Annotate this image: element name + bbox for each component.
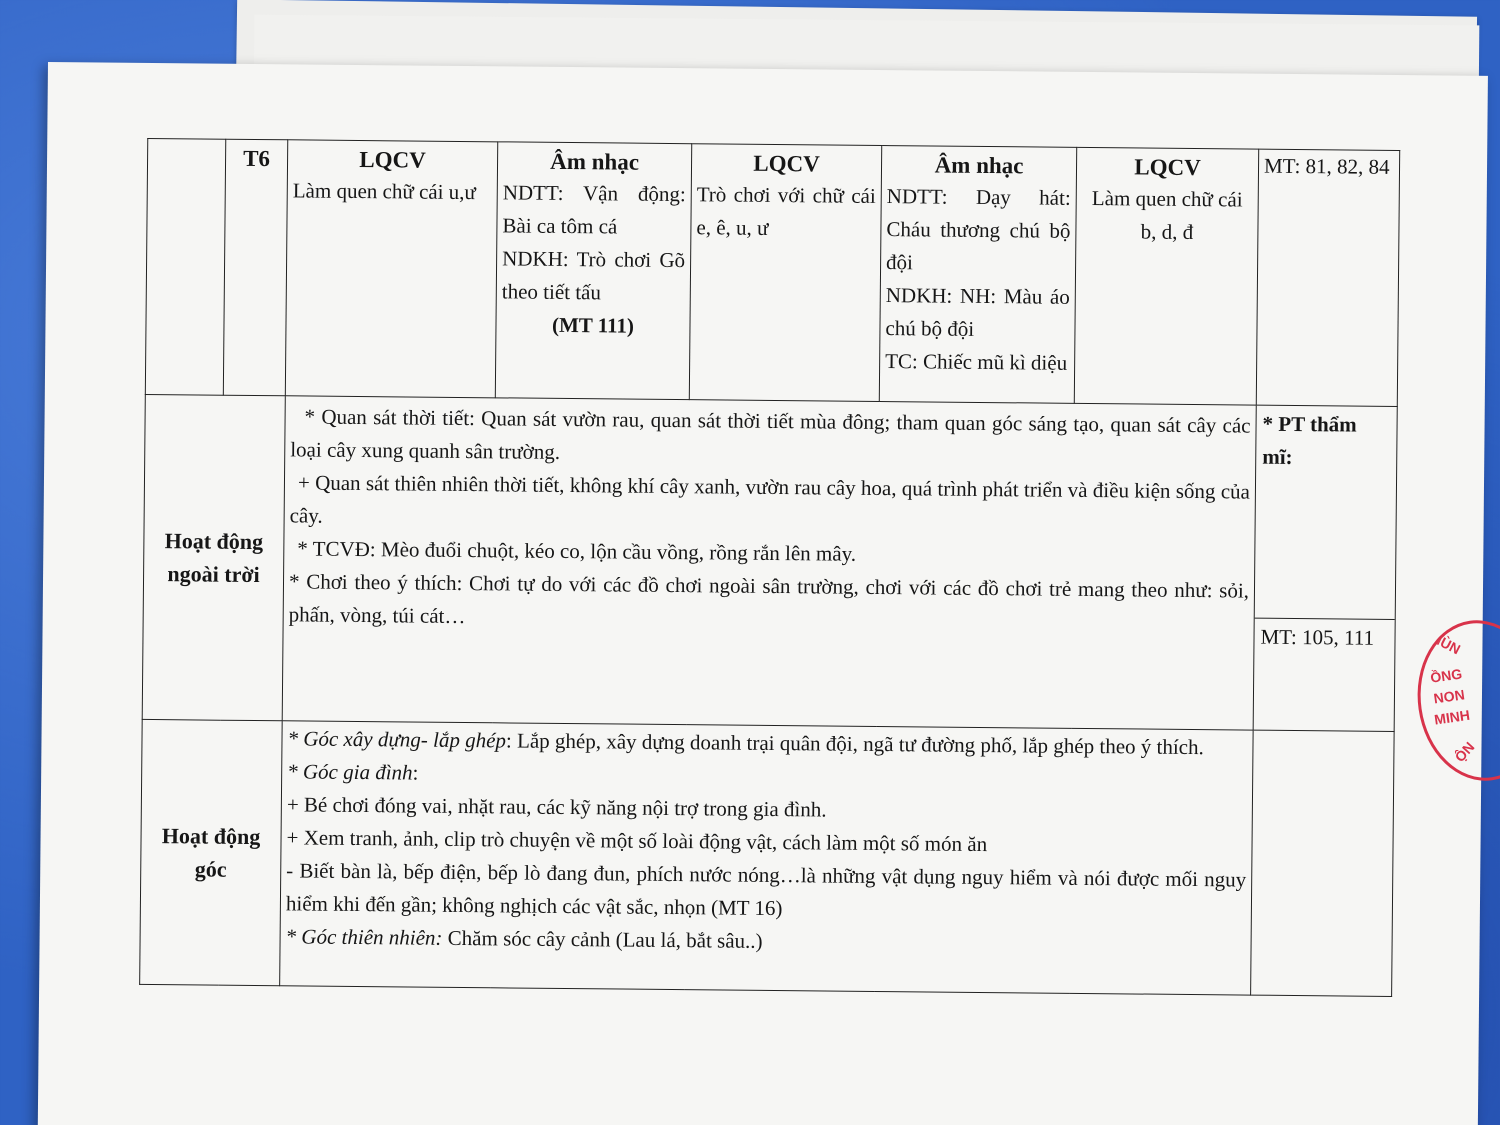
star-icon: ★ — [1434, 758, 1452, 777]
activity-line: Trò chơi với chữ cái e, ê, u, ư — [696, 182, 876, 240]
goals-cell: MT: 81, 82, 84 — [1256, 149, 1399, 406]
corner-line: * Góc xây dựng- lắp ghép: Lắp ghép, xây dựng doanh trại quân đội, ngã tư đường phố, lắp ghép theo ý thích. — [287, 726, 1204, 760]
activity-line: Làm quen chữ cái b, d, đ — [1091, 186, 1243, 244]
activity-cell-4 — [879, 146, 1076, 404]
activity-line: Làm quen chữ cái u,ư — [292, 178, 477, 205]
outdoor-line: + Quan sát thiên nhiên thời tiết, không khí cây xanh, vườn rau cây hoa, quá trình phát triển và điều kiện sống của cây. — [289, 470, 1251, 528]
corner-heading: * Góc xây dựng- lắp ghép — [287, 726, 507, 753]
outdoor-line: * Chơi theo ý thích: Chơi tự do với các đồ chơi ngoài sân trường, chơi với các đồ chơi trẻ mang theo như: sỏi, phấn, vòng, túi cát… — [288, 569, 1250, 629]
stamp-top-text: HÙN — [1428, 629, 1464, 658]
activity-line: NDTT: Dạy hát: Cháu thương chú bộ đội — [886, 184, 1071, 275]
activity-cell-2 — [495, 142, 691, 400]
activity-cell-5 — [1074, 147, 1258, 405]
outdoor-line: * Quan sát thời tiết: Quan sát vườn rau, quan sát thời tiết mùa đông; tham quan góc sáng tạo, quan sát cây các loại cây xung quanh sân trường. — [290, 404, 1251, 464]
stamp-center-text: ỒNG NON MINH — [1429, 665, 1471, 728]
corner-heading: * Góc gia đình — [287, 759, 413, 785]
row-t6 — [145, 138, 1399, 406]
note-goals: MT: 105, 111 — [1260, 624, 1375, 650]
corner-line: * Góc gia đình: — [287, 759, 419, 785]
activity-line: TC: Chiếc mũ kì diệu — [885, 349, 1068, 375]
activity-title: LQCV — [1134, 154, 1201, 181]
corner-line: + Bé chơi đóng vai, nhặt rau, các kỹ năng nội trợ trong gia đình. — [286, 792, 827, 822]
corner-content — [280, 721, 1253, 995]
outdoor-notes-cell — [1253, 405, 1397, 731]
note-aesthetic: * PT thẩm mĩ: — [1255, 406, 1397, 620]
lesson-plan-table — [139, 138, 1400, 997]
goal-code: (MT 111) — [551, 312, 635, 338]
stamp-bottom-text: ỘN — [1451, 738, 1478, 765]
corner-line: + Xem tranh, ảnh, clip trò chuyện về một số loài động vật, cách làm một số món ăn — [286, 825, 988, 857]
paper-sheet — [38, 62, 1488, 1125]
empty-label-cell — [145, 138, 225, 395]
row-outdoor — [142, 394, 1397, 731]
outdoor-content — [282, 396, 1256, 730]
activity-title: LQCV — [359, 146, 426, 173]
activity-title: Âm nhạc — [550, 148, 640, 175]
activity-title: Âm nhạc — [934, 152, 1024, 179]
activity-line: NDTT: Vận động: Bài ca tôm cá — [502, 180, 686, 239]
row-label-outdoor: Hoạt động ngoài trời — [142, 394, 285, 720]
activity-title: LQCV — [753, 150, 820, 177]
corner-line: - Biết bàn là, bếp điện, bếp lò đang đun, phích nước nóng…là những vật dụng nguy hiểm và nói được mối nguy hiểm khi đến gần; không nghịch các vật sắc, nhọn (MT 16) — [285, 858, 1247, 921]
outdoor-line: * TCVĐ: Mèo đuổi chuột, kéo co, lộn cầu vồng, rồng rắn lên mây. — [297, 536, 857, 566]
row-corner — [140, 719, 1394, 996]
activity-line: NDKH: Trò chơi Gõ theo tiết tấu — [501, 246, 686, 305]
corner-heading: * Góc thiên nhiên: — [285, 924, 443, 950]
day-label: T6 — [223, 139, 287, 396]
corner-line: * Góc thiên nhiên: Chăm sóc cây cảnh (Lau lá, bắt sâu..) — [285, 924, 763, 953]
row-label-corner: Hoạt động góc — [140, 719, 283, 985]
corner-notes-cell — [1251, 730, 1395, 996]
activity-cell-1 — [285, 140, 497, 398]
activity-line: NDKH: NH: Màu áo chú bộ đội — [885, 283, 1070, 341]
activity-cell-3 — [689, 144, 881, 402]
